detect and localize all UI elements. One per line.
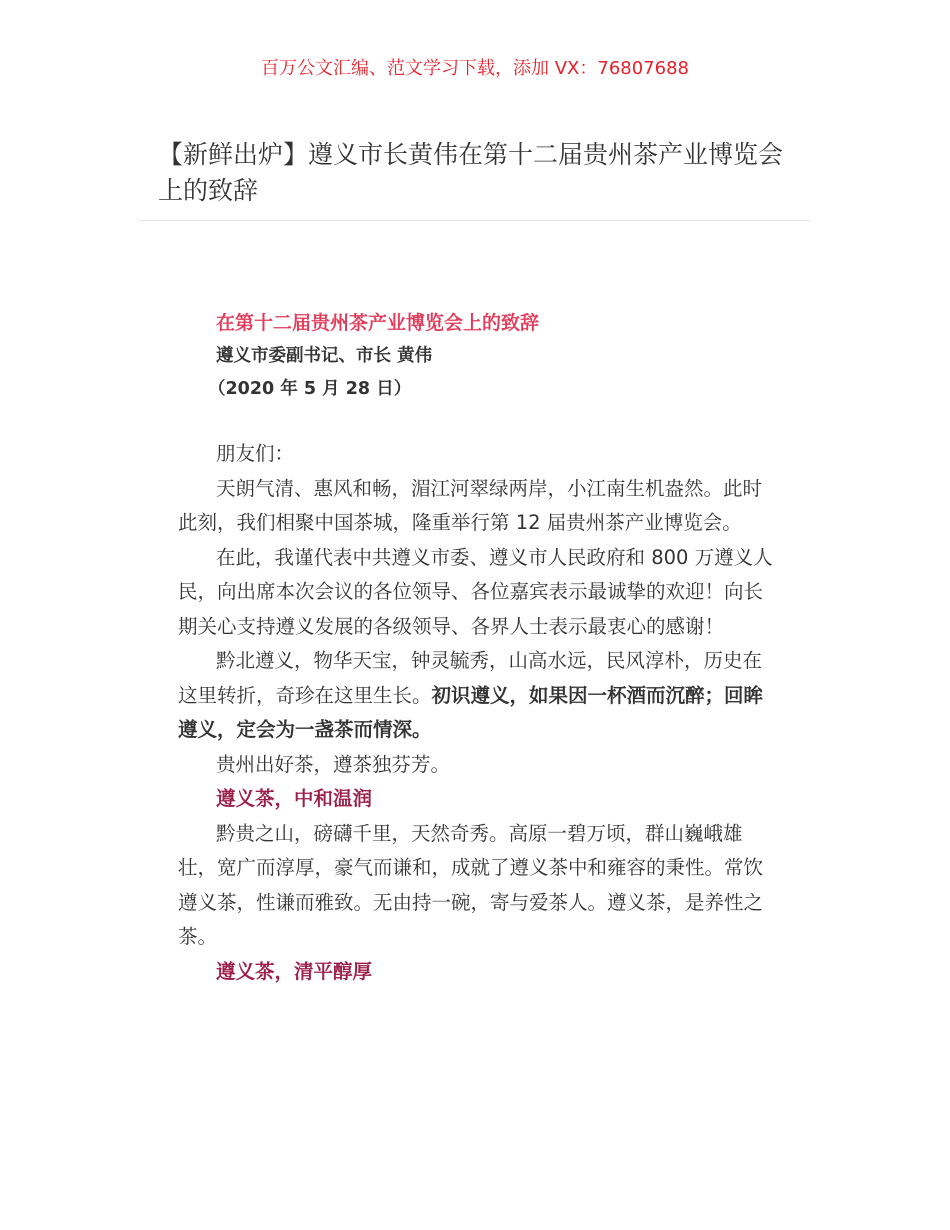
speech-title: 在第十二届贵州茶产业博览会上的致辞 xyxy=(216,312,540,334)
paragraph-3-emphasis: 初识遵义，如果因一杯酒而沉醉；回眸遵义，定会为一盏茶而情深。 xyxy=(178,683,764,741)
page-title: 【新鲜出炉】遵义市长黄伟在第十二届贵州茶产业博览会上的致辞 xyxy=(158,140,784,205)
paragraph-4: 贵州出好茶，遵茶独芬芳。 xyxy=(216,752,451,776)
speech-date: （2020 年 5 月 28 日） xyxy=(208,379,412,399)
speaker-line: 遵义市委副书记、市长 黄伟 xyxy=(216,346,433,366)
promo-banner: 百万公文汇编、范文学习下载，添加 VX：76807688 xyxy=(261,58,689,79)
spacer xyxy=(178,406,776,437)
paragraph-3-text: 黔北遵义，物华天宝，钟灵毓秀，山高水远，民风淳朴，历史在这里转折，奇珍在这里生长。 xyxy=(178,649,763,707)
paragraph-2: 在此，我谨代表中共遵义市委、遵义市人民政府和 800 万遵义人民，向出席本次会议的各位领导、各位嘉宾表示最诚挚的欢迎！向长期关心支持遵义发展的各级领导、各界人士表示最衷心的感谢！ xyxy=(178,545,773,638)
salutation: 朋友们： xyxy=(216,442,295,465)
paragraph-1: 天朗气清、惠风和畅，湄江河翠绿两岸，小江南生机盎然。此时此刻，我们相聚中国茶城，隆重举行第 12 届贵州茶产业博览会。 xyxy=(178,476,763,534)
paragraph-5: 黔贵之山，磅礴千里，天然奇秀。高原一碧万顷，群山巍峨雄壮，宽广而淳厚，豪气而谦和，成就了遵义茶中和雍容的秉性。常饮遵义茶，性谦而雅致。无由持一碗，寄与爱茶人。遵义茶，是养性之茶。 xyxy=(178,821,764,948)
section-heading-1: 遵义茶，中和温润 xyxy=(216,787,373,810)
article-body xyxy=(178,306,776,989)
title-divider xyxy=(140,220,810,221)
section-heading-2: 遵义茶，清平醇厚 xyxy=(216,959,373,983)
paragraph-3 xyxy=(178,644,776,748)
